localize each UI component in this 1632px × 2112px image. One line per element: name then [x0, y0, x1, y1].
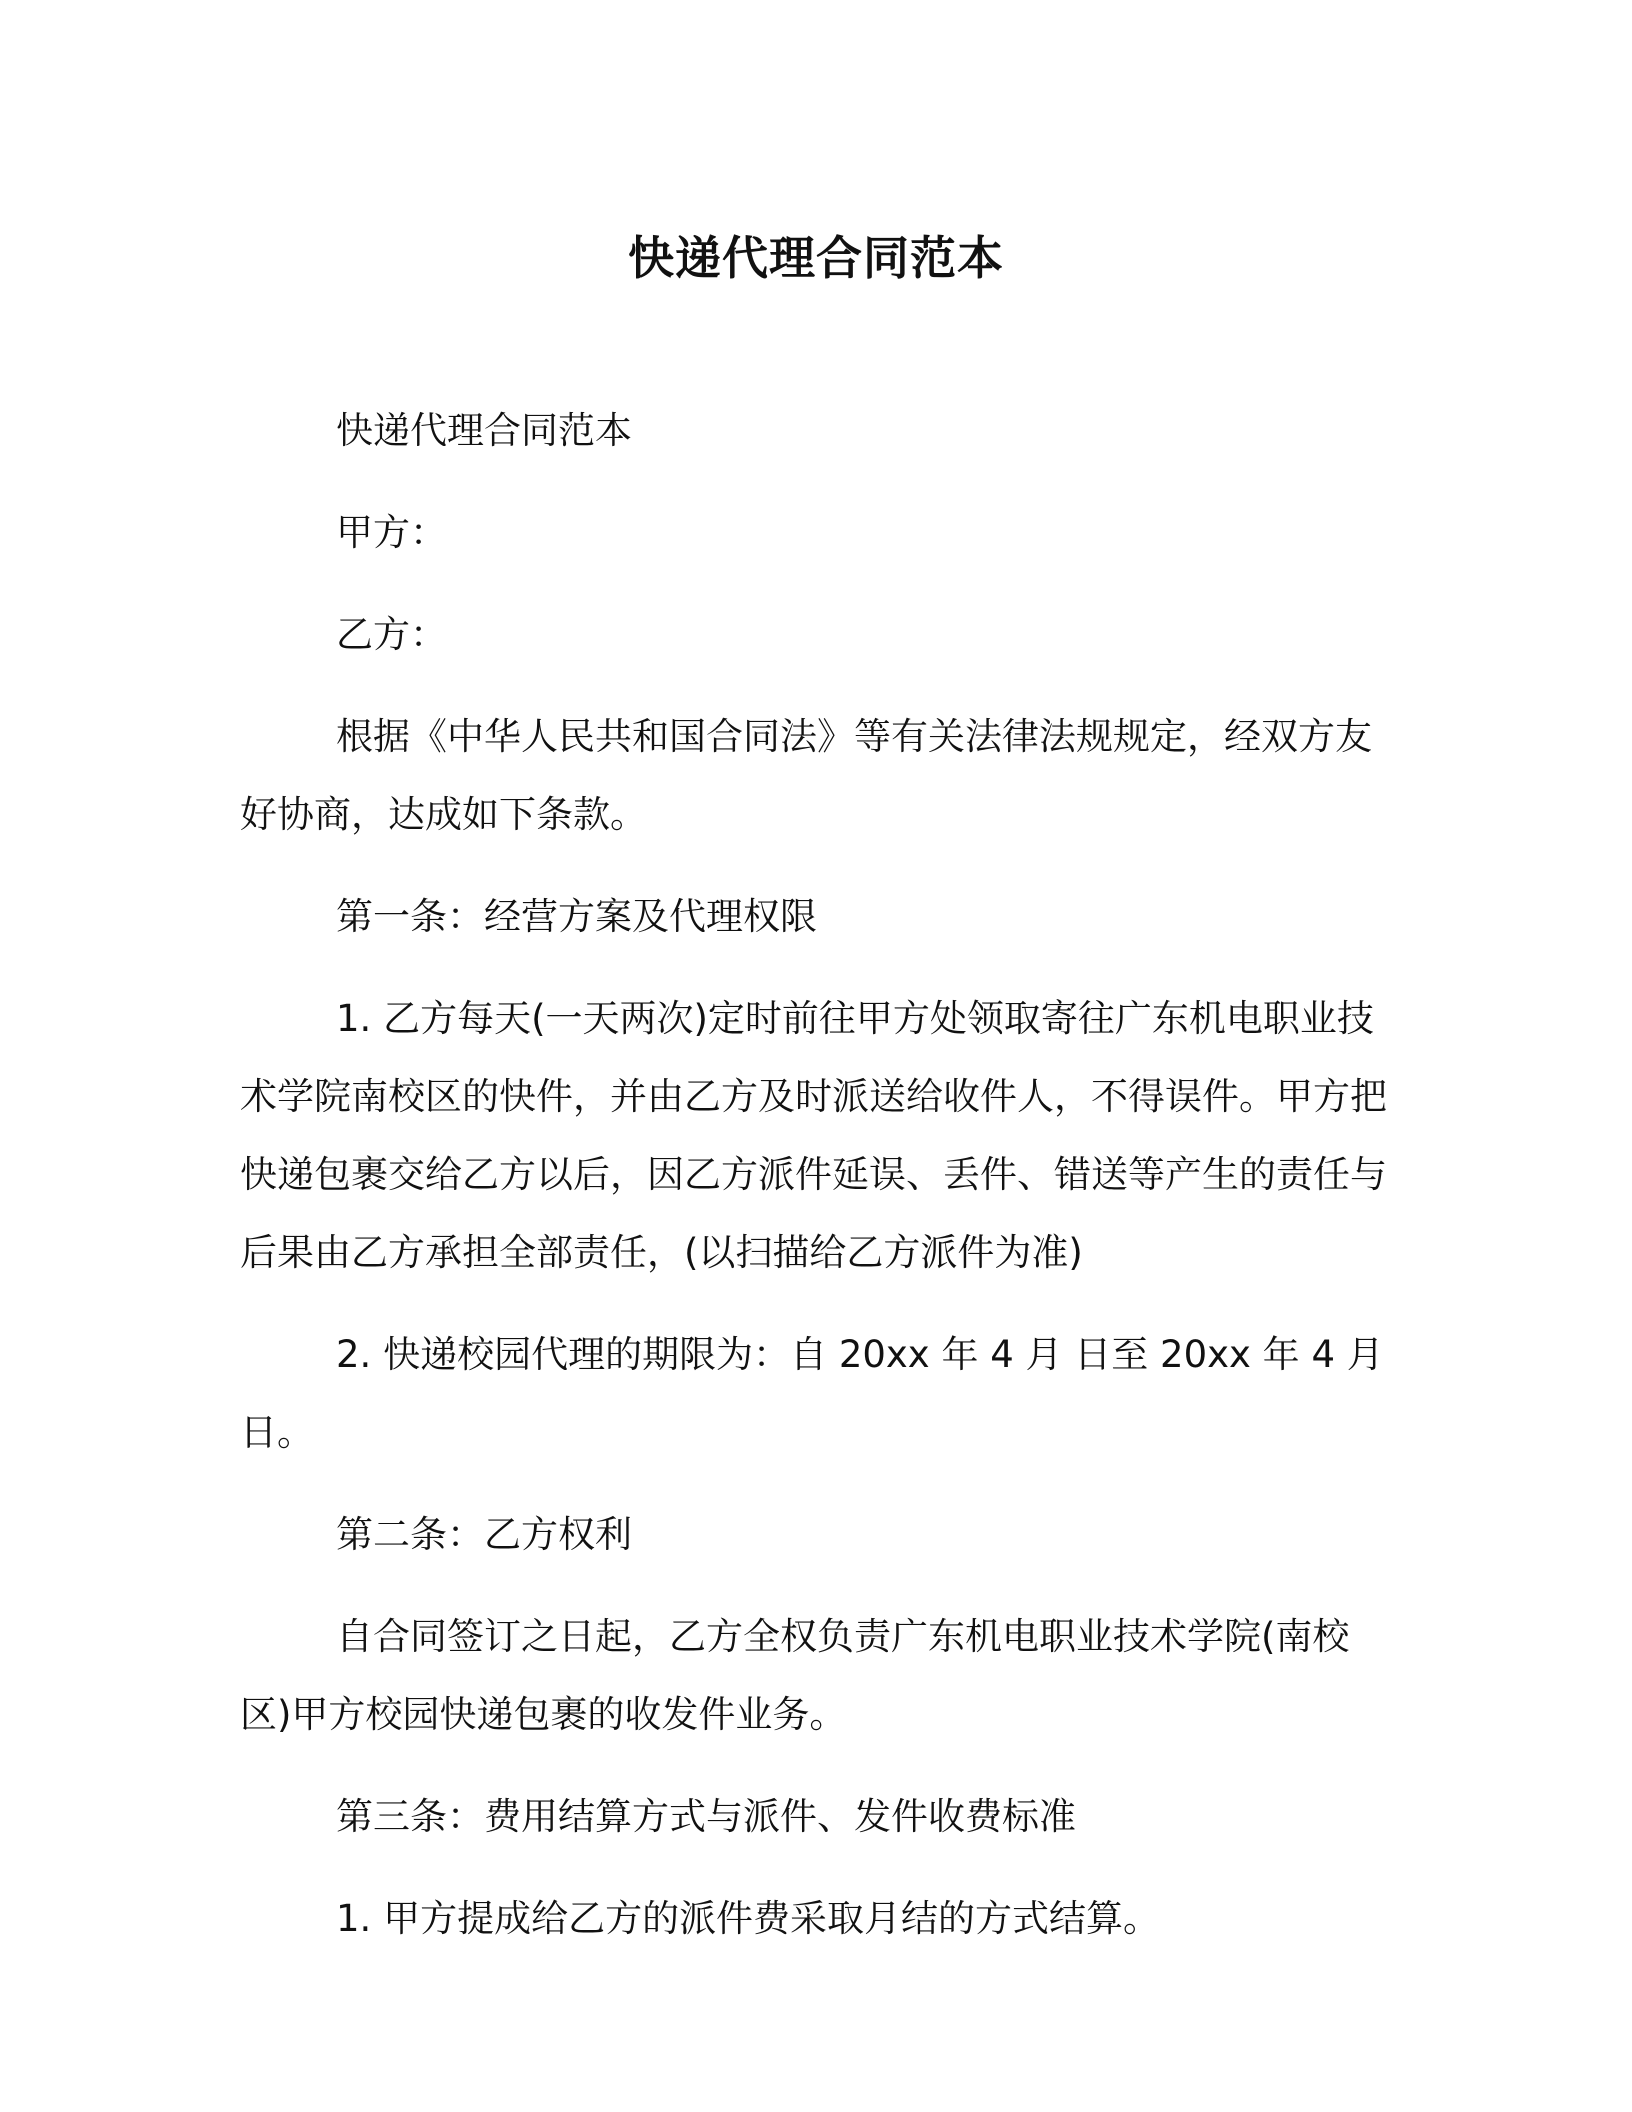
preamble-paragraph: 根据《中华人民共和国合同法》等有关法律法规规定，经双方友好协商，达成如下条款。 — [240, 715, 1372, 836]
party-a-line: 甲方： — [336, 511, 447, 554]
document-body — [240, 392, 1400, 1982]
article-1-heading: 第一条：经营方案及代理权限 — [336, 895, 817, 938]
article-1-clause-2: 2. 快递校园代理的期限为：自 20xx 年 4 月 日至 20xx 年 4 月 日。 — [240, 1333, 1384, 1454]
article-2-body: 自合同签订之日起，乙方全权负责广东机电职业技术学院(南校区)甲方校园快递包裹的收发件业务。 — [240, 1615, 1350, 1736]
party-b-line: 乙方： — [336, 613, 447, 656]
article-1-clause-1: 1. 乙方每天(一天两次)定时前往甲方处领取寄往广东机电职业技术学院南校区的快件，并由乙方及时派送给收件人，不得误件。甲方把快递包裹交给乙方以后，因乙方派件延误、丢件、错送等产生的责任与后果由乙方承担全部责任，(以扫描给乙方派件为准) — [240, 997, 1387, 1274]
document-title: 快递代理合同范本 — [628, 231, 1004, 285]
subtitle-paragraph: 快递代理合同范本 — [336, 409, 632, 452]
article-3-clause-1: 1. 甲方提成给乙方的派件费采取月结的方式结算。 — [336, 1897, 1161, 1940]
article-2-heading: 第二条：乙方权利 — [336, 1513, 632, 1556]
article-3-heading: 第三条：费用结算方式与派件、发件收费标准 — [336, 1795, 1076, 1838]
